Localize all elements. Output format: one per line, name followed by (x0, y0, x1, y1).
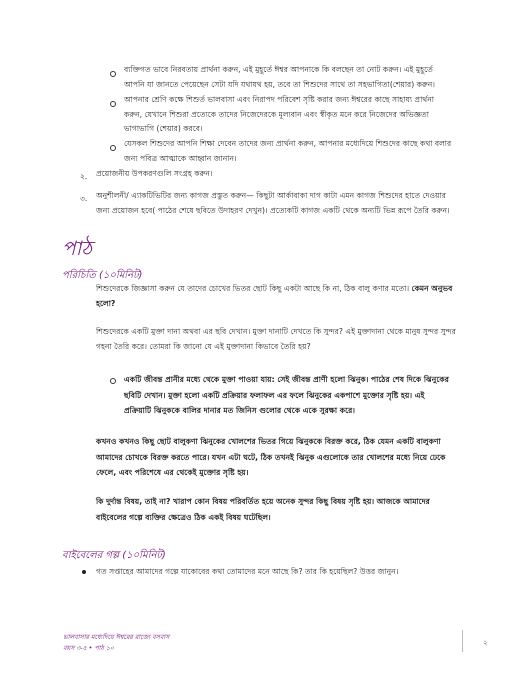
prep-item (124, 63, 484, 92)
intro-text: শিশুদেরকে একটি মুক্তা দানা অথবা এর ছবি দেখান। মুক্তা দানাটি দেখতে কি সুন্দর? এই মুক্তাদানা থেকে মানুষ সুন্দর সুন্দর (96, 327, 456, 336)
footer-divider (462, 630, 463, 652)
prep-item (124, 137, 484, 166)
intro-text: কি দুর্দান্ত বিষয়, তাই না? খারাপ কোন বিষয় পরিবর্তিত হয়ে অনেক সুন্দর কিছু বিষয় সৃষ্টি হয়। আজকে আমাদের (96, 497, 430, 506)
intro-text: বাইবেলের গল্পে ব্যক্তির ক্ষেত্রেও ঠিক একই বিষয় ঘটেছিল। (96, 512, 271, 522)
bible-story-heading: বাইবেলের গল্প (১০মিনিট) (62, 550, 166, 561)
bible-story-bullet: গত সপ্তাহের আমাদের গল্পে যাকোবের কথা তোমাদের মনে আছে কি? তার কি হয়েছিল? উত্তর জানুন। (96, 567, 399, 576)
footer-subtitle: বয়স ৩-৫ • পাঠ ১০ (63, 645, 115, 652)
numbered-item (96, 189, 496, 218)
prep-item-text: ব্যক্তিগত ভাবে নিরবতায় প্রার্থনা করুন, এই মুহূর্তে ঈশ্বর আপনাকে কি বলছেন তা নোট করুন। এই মুহূর্তে (124, 65, 433, 74)
numbered-item-text: প্রয়োজনীয় উপকরণগুলি সংগ্রহ করুন। (96, 169, 213, 178)
intro-text: শিশুদেরকে জিজ্ঞাসা করুন যে তাদের চোখের ভিতর ছোট কিছু একটা আছে কি না, ঠিক বালু কণার মতো। (96, 284, 410, 293)
prep-item-text: আপনার শ্রেণি কক্ষে শিশুর্ত ভালবাসা এবং নিরাপদ পরিবেশ সৃষ্টি করার জন্য ঈশ্বরের কাছে সাহায্য প্রার্থনা (124, 95, 434, 104)
pearl-bullet-text: প্রক্রিয়াটি ঝিনুককে বালির দানার মত জিনিস গুলোর থেকে একে সুরক্ষা করে। (124, 406, 356, 415)
page-number: ২ (483, 639, 488, 647)
lesson-heading: পাঠ (62, 236, 93, 260)
numbered-item (96, 167, 496, 182)
intro-paragraph-2 (96, 325, 496, 354)
intro-text: গহনা তৈরি করে। তোমরা কি জানো যে এই মুক্তাদানা কিভাবে তৈরি হয়? (96, 341, 311, 351)
numbered-item-text: জন্য প্রয়োজন হবে( পাঠের শেষে ছবিতে উদাহরণ দেখুন)। প্রত্যেকটি কাগজ একটি থেকে অন্যটি ভিন্ন রূপে তৈরি করুন। (96, 205, 450, 215)
intro-bold-text: হলো? (96, 298, 116, 308)
intro-text: কখনও কখনও কিছু ছোট বালুকণা ঝিনুকের খোলশের ভিতর গিয়ে ঝিনুককে বিরক্ত করে, ঠিক যেমন একটি বালুকণা (96, 437, 441, 446)
item-number: ৩. (80, 194, 88, 203)
circle-bullet-icon (110, 71, 116, 77)
circle-bullet-icon (110, 145, 116, 151)
pearl-bullet-text: একটি জীবন্ত প্রানীর মধ্যে থেকে মুক্তা পাওয়া যায়: সেই জীবন্ত প্রাণী হলো ঝিনুক। পাঠের শেষ দিকে ঝিনুকের (124, 375, 449, 384)
prep-item-text: ভাগাভাগি (শেয়ার) করবে। (124, 124, 203, 133)
circle-bullet-icon (110, 378, 116, 384)
numbered-item-text: অনুশীলনী/ এ্যাকটিভিটির জন্য কাগজ প্রস্তুত করুন— কিছুটা আর্কাবাকা দাগ কাটা এমন কাগজ শিশুদের হাতে দেওয়ার (96, 191, 446, 200)
circle-bullet-icon (110, 101, 116, 107)
intro-text: আমাদের চোখকে বিরক্ত করতে পারে। যখন এটা ঘটে, ঠিক তখনই ঝিনুক এগুলোকে তার খোলশের মধ্যে নিয়ে ঢেকে (96, 452, 446, 462)
item-number: ২. (80, 172, 88, 181)
pearl-bullet (124, 372, 486, 419)
intro-bold-text: কেমন অনুভব (411, 284, 453, 293)
prep-item-text: যেসকল শিশুদের আপনি শিক্ষা দেবেন তাদের জন্য প্রার্থনা করুন, আপনার মধ্যেদিয়ে শিশুদের কাছে কথা বলার (124, 139, 452, 148)
pearl-bullet-text: ছবিটি দেখান। মুক্তা হলো একটি প্রক্রিয়ার ফলাফল এর ফলে ঝিনুকের একপাশে মুক্তোর সৃষ্টি হয়। এই (124, 390, 425, 400)
intro-heading: পরিচিতি (১০মিনিট) (62, 270, 143, 281)
bullet-dot-icon (82, 570, 86, 574)
intro-paragraph-1 (96, 282, 496, 311)
prep-item (124, 93, 484, 137)
intro-paragraph-4 (96, 494, 496, 525)
footer-title: ভালবাসার মধ্যেদিয়ে ঈশ্বরের রাজ্যে বসবাস (63, 634, 170, 641)
intro-text: ফেলে, এবং পরিশেষে এর থেকেই মুক্তোর সৃষ্টি হয়। (96, 468, 249, 477)
prep-item-text: আপনি যা জানতে পেয়েছেন সেটা যদি যথাযথ হয়, তবে তা শিশুদের সাথে তা সহভাগিতা(শেয়ার) করুন। (124, 79, 435, 89)
intro-paragraph-3 (96, 434, 496, 481)
prep-item-text: জন্য পবিত্র আত্মাকে আহ্বান জানান। (124, 153, 237, 163)
prep-item-text: করুন, যেখানে শিশুরা প্রত্যেকে তাদের নিজেদেরকে মূল্যবান এবং স্বীকৃত মনে করে নিজেদের অভিজ্ঞতা (124, 109, 429, 119)
